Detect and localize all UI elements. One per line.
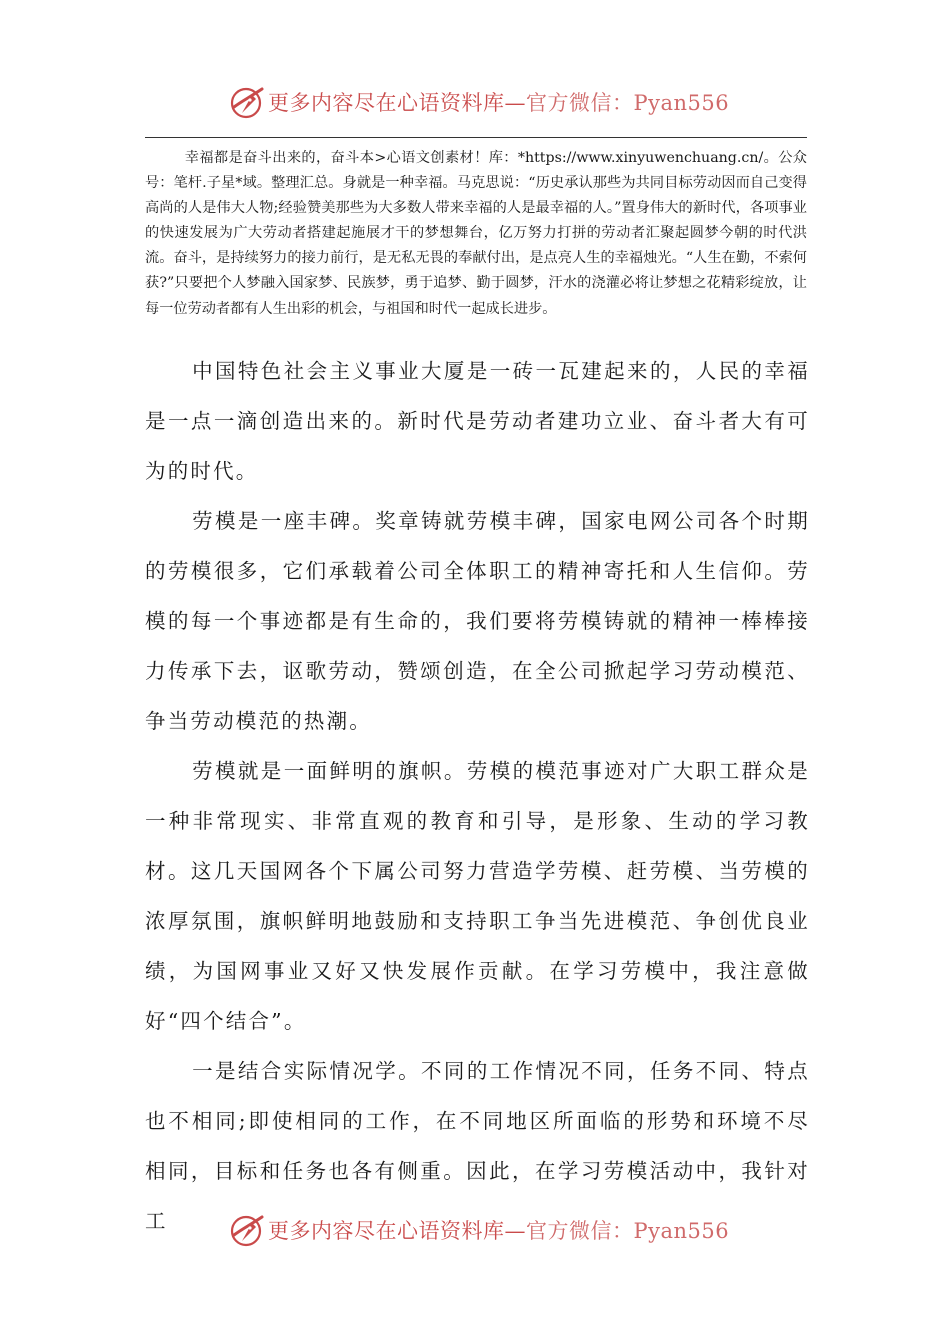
- document-body: [145, 346, 810, 1246]
- pen-nib-circle-icon: [228, 1211, 266, 1249]
- header-divider: [145, 137, 807, 138]
- body-paragraph: 劳模是一座丰碑。奖章铸就劳模丰碑，国家电网公司各个时期的劳模很多，它们承载着公司全体职工的精神寄托和人生信仰。劳模的每一个事迹都是有生命的，我们要将劳模铸就的精神一棒棒接力传承下去，讴歌劳动，赞颂创造，在全公司掀起学习劳动模范、争当劳动模范的热潮。: [145, 509, 810, 733]
- body-paragraph: 中国特色社会主义事业大厦是一砖一瓦建起来的，人民的幸福是一点一滴创造出来的。新时代是劳动者建功立业、奋斗者大有可为的时代。: [145, 359, 810, 483]
- body-paragraph: 一是结合实际情况学。不同的工作情况不同，任务不同、特点也不相同;即使相同的工作，在不同地区所面临的形势和环境不尽相同，目标和任务也各有侧重。因此，在学习劳模活动中，我针对工: [145, 1059, 810, 1233]
- body-paragraph: 劳模就是一面鲜明的旗帜。劳模的模范事迹对广大职工群众是一种非常现实、非常直观的教育和引导，是形象、生动的学习教材。这几天国网各个下属公司努力营造学劳模、赶劳模、当劳模的浓厚氛围，旗帜鲜明地鼓励和支持职工争当先进模范、争创优良业绩，为国网事业又好又快发展作贡献。在学习劳模中，我注意做好“四个结合”。: [145, 759, 810, 1033]
- header-banner: [0, 82, 950, 122]
- header-banner-text: 更多内容尽在心语资料库—官方微信：Pyan556: [268, 91, 730, 115]
- intro-paragraph: 幸福都是奋斗出来的，奋斗本>心语文创素材！库：*https://www.xinyuwenchuang.cn/。公众号：笔杆.子星*域。整理汇总。身就是一种幸福。马克思说：“历史承认那些为共同目标劳动因而自己变得高尚的人是伟大人物;经验赞美那些为大多数人带来幸福的人是最幸福的人。”置身伟大的新时代，各项事业的快速发展为广大劳动者搭建起施展才干的梦想舞台，亿万努力打拼的劳动者汇聚起圆梦今朝的时代洪流。奋斗，是持续努力的接力前行，是无私无畏的奉献付出，是点亮人生的幸福烛光。“人生在勤，不索何获?”只要把个人梦融入国家梦、民族梦，勇于追梦、勤于圆梦，汗水的浇灌必将让梦想之花精彩绽放，让每一位劳动者都有人生出彩的机会，与祖国和时代一起成长进步。: [145, 150, 807, 317]
- pen-nib-circle-icon: [228, 83, 266, 121]
- footer-banner-text: 更多内容尽在心语资料库—官方微信：Pyan556: [268, 1219, 730, 1243]
- footer-wechat-text: 官方微信：Pyan556: [526, 1219, 730, 1243]
- footer-banner: [0, 1210, 950, 1250]
- header-wechat-text: 官方微信：Pyan556: [526, 91, 730, 115]
